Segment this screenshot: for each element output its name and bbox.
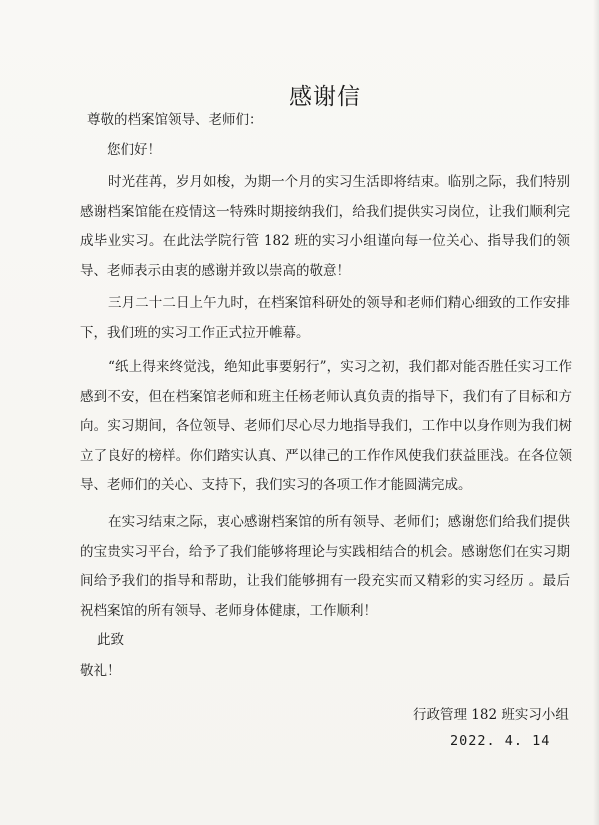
closing-salute: 此致 bbox=[97, 632, 124, 648]
paragraph-1: 时光荏苒，岁月如梭，为期一个月的实习生活即将结束。临别之际，我们特别感谢档案馆能在疫情这一特殊时期接纳我们，给我们提供实习岗位，让我们顺利完成毕业实习。在此法学院行管 182 班的实习小组谨向每一位关心、指导我们的领导、老师表示由衷的感谢并致以崇高的敬意！ bbox=[80, 174, 570, 279]
salutation: 尊敬的档案馆领导、老师们： bbox=[87, 112, 263, 128]
closing-regards: 敬礼！ bbox=[80, 663, 121, 679]
greeting: 您们好！ bbox=[107, 142, 161, 158]
letter-title: 感谢信 bbox=[289, 84, 361, 110]
page-edge-shadow bbox=[593, 0, 599, 825]
letter-date: 2022. 4. 14 bbox=[450, 733, 551, 749]
paragraph-2: 三月二十二日上午九时，在档案馆科研处的领导和老师们精心细致的工作安排下，我们班的实习工作正式拉开帷幕。 bbox=[80, 295, 570, 341]
paragraph-4: 在实习结束之际，衷心感谢档案馆的所有领导、老师们；感谢您们给我们提供的宝贵实习平台，给予了我们能够将理论与实践相结合的机会。感谢您们在实习期间给予我们的指导和帮助，让我们能够拥有一段充实而又精彩的实习经历 。最后祝档案馆的所有领导、老师身体健康，工作顺利！ bbox=[80, 514, 570, 619]
paragraph-3: “纸上得来终觉浅，绝知此事要躬行”，实习之初，我们都对能否胜任实习工作感到不安，但在档案馆老师和班主任杨老师认真负责的指导下，我们有了目标和方向。实习期间，各位领导、老师们尽心尽力地指导我们，工作中以身作则为我们树立了良好的榜样。你们踏实认真、严以律己的工作作风使我们获益匪浅。在各位领导、老师们的关心、支持下，我们实习的各项工作才能圆满完成。 bbox=[80, 359, 572, 493]
signature: 行政管理 182 班实习小组 bbox=[413, 707, 569, 723]
